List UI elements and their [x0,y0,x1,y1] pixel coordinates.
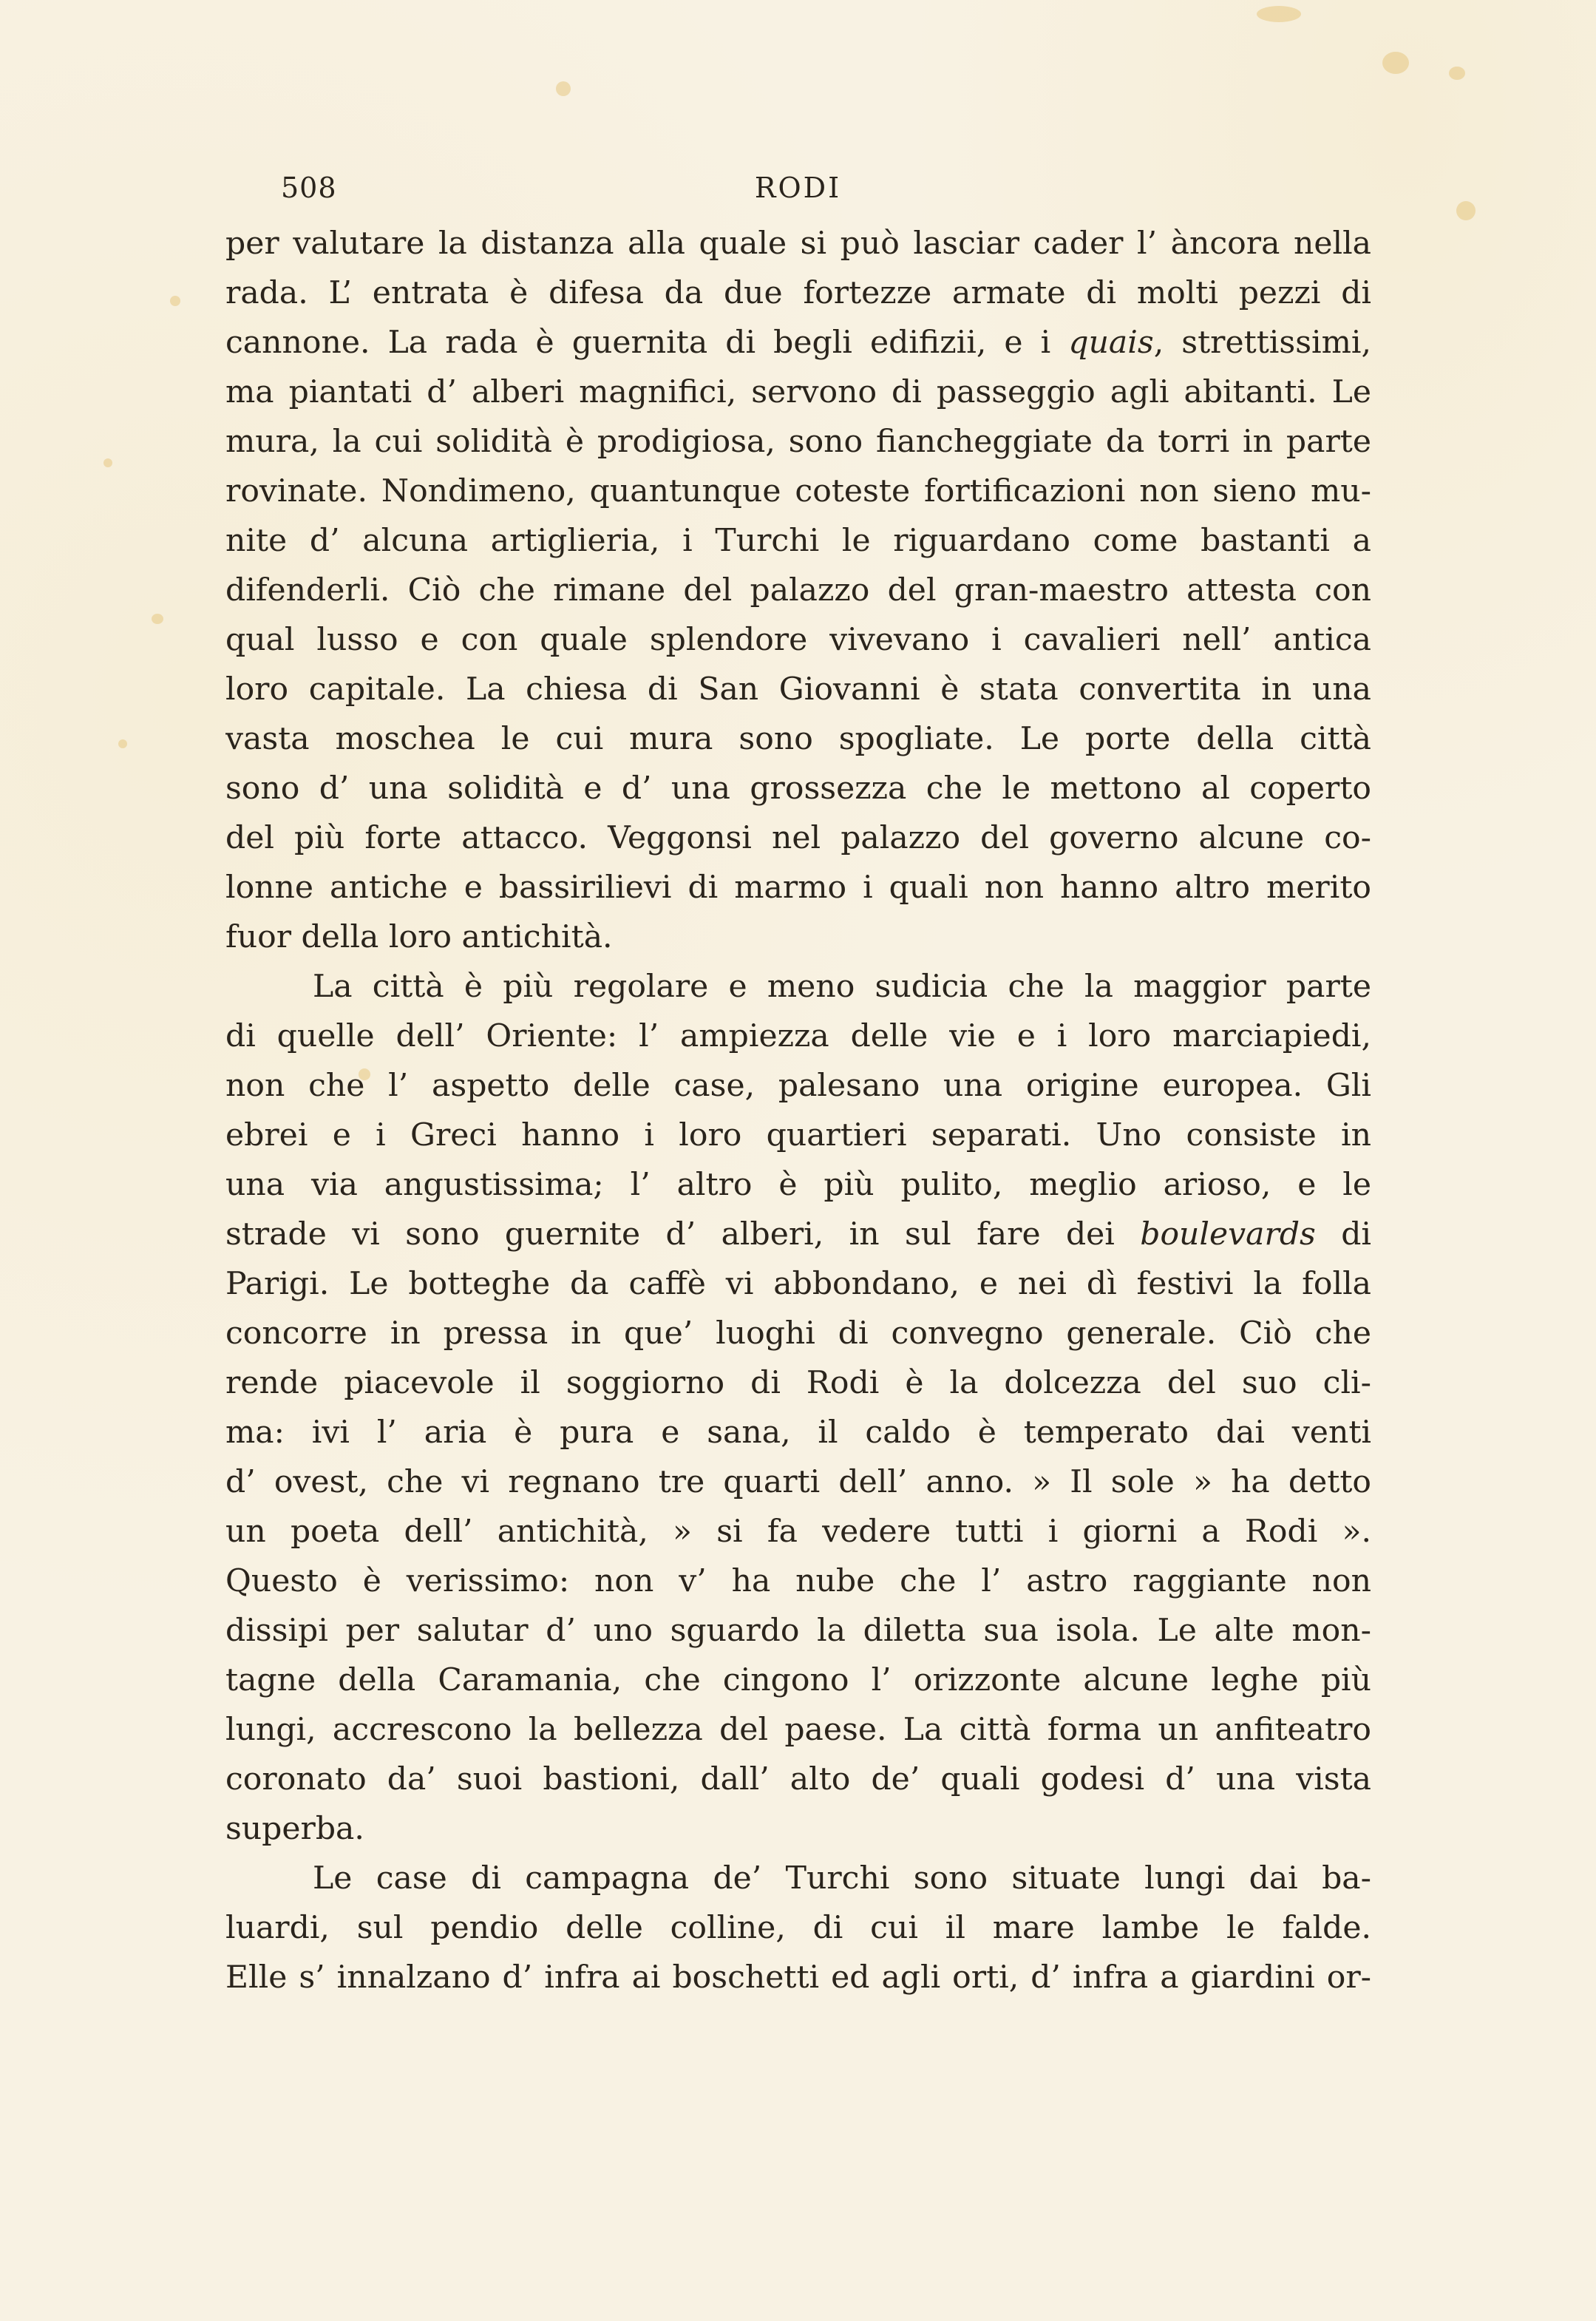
text-line: loro capitale. La chiesa di San Giovanni è stata convertita in una [225,671,1371,708]
paper-stain [1449,67,1465,80]
paper-stain [1257,6,1301,22]
paper-stain [103,458,112,467]
text-line [225,318,1371,367]
text-run: cannone. La rada è guernita di begli edifizii, e i [225,325,1069,361]
text-run: di [1315,1216,1371,1253]
text-line: tagne della Caramania, che cingono l’ orizzonte alcune leghe più [225,1662,1371,1698]
text-run: strade vi sono guernite d’ alberi, in sul fare dei [225,1216,1141,1253]
text-line: d’ ovest, che vi regnano tre quarti dell’ anno. » Il sole » ha detto [225,1464,1371,1500]
paper-stain [170,296,180,306]
text-run: , strettissimi, [1153,325,1371,361]
text-line: sono d’ una solidità e d’ una grossezza che le mettono al coperto [225,770,1371,807]
text-line: Questo è verissimo: non v’ ha nube che l’ astro raggiante non [225,1563,1371,1599]
text-line: di quelle dell’ Oriente: l’ ampiezza delle vie e i loro marciapiedi, [225,1018,1371,1054]
text-line: mura, la cui solidità è prodigiosa, sono fiancheggiate da torri in parte [225,424,1371,460]
text-line: rada. L’ entrata è difesa da due fortezze armate di molti pezzi di [225,275,1371,311]
text-line: Parigi. Le botteghe da caffè vi abbondano, e nei dì festivi la folla [225,1266,1371,1302]
text-line: una via angustissima; l’ altro è più pulito, meglio arioso, e le [225,1167,1371,1203]
text-line: ma piantati d’ alberi magnifici, servono di passeggio agli abitanti. Le [225,374,1371,410]
text-line: vasta moschea le cui mura sono spogliate. Le porte della città [225,721,1371,757]
page-header [225,172,1371,209]
text-line: superba. [225,1811,364,1847]
page-number: 508 [281,172,337,204]
text-line: luardi, sul pendio delle colline, di cui il mare lambe le falde. [225,1910,1371,1946]
text-line [225,1210,1371,1259]
text-line: rende piacevole il soggiorno di Rodi è la dolcezza del suo cli- [225,1365,1371,1401]
italic-term: boulevards [1140,1216,1316,1253]
text-line: Le case di campagna de’ Turchi sono situate lungi dai ba- [313,1860,1371,1897]
body-text [225,219,1371,2002]
text-line: La città è più regolare e meno sudicia che la maggior parte [313,969,1371,1005]
text-line: difenderli. Ciò che rimane del palazzo del gran-maestro attesta con [225,572,1371,609]
italic-term: quais [1068,325,1154,361]
paper-stain [152,614,163,624]
paper-stain [1456,201,1476,220]
text-line: coronato da’ suoi bastioni, dall’ alto de’ quali godesi d’ una vista [225,1761,1371,1797]
paper-stain [118,739,127,748]
paper-stain [556,81,571,96]
text-line: qual lusso e con quale splendore vivevano i cavalieri nell’ antica [225,622,1371,658]
text-line: un poeta dell’ antichità, » si fa vedere tutti i giorni a Rodi ». [225,1514,1371,1550]
text-line: dissipi per salutar d’ uno sguardo la diletta sua isola. Le alte mon- [225,1613,1371,1649]
text-line: del più forte attacco. Veggonsi nel palazzo del governo alcune co- [225,820,1371,856]
text-line: Elle s’ innalzano d’ infra ai boschetti ed agli orti, d’ infra a giardini or- [225,1959,1371,1996]
text-line: nite d’ alcuna artiglieria, i Turchi le riguardano come bastanti a [225,523,1371,559]
text-line: lungi, accrescono la bellezza del paese. La città forma un anfiteatro [225,1712,1371,1748]
text-line: rovinate. Nondimeno, quantunque coteste fortificazioni non sieno mu- [225,473,1371,509]
text-line: fuor della loro antichità. [225,919,613,955]
paper-stain [1382,52,1409,74]
text-line: per valutare la distanza alla quale si può lasciar cader l’ àncora nella [225,226,1371,262]
text-line: ebrei e i Greci hanno i loro quartieri separati. Uno consiste in [225,1117,1371,1153]
text-line: lonne antiche e bassirilievi di marmo i quali non hanno altro merito [225,870,1371,906]
text-line: non che l’ aspetto delle case, palesano una origine europea. Gli [225,1068,1371,1104]
text-line: ma: ivi l’ aria è pura e sana, il caldo è temperato dai venti [225,1414,1371,1451]
text-line: concorre in pressa in que’ luoghi di convegno generale. Ciò che [225,1315,1371,1352]
running-title: RODI [754,172,842,204]
